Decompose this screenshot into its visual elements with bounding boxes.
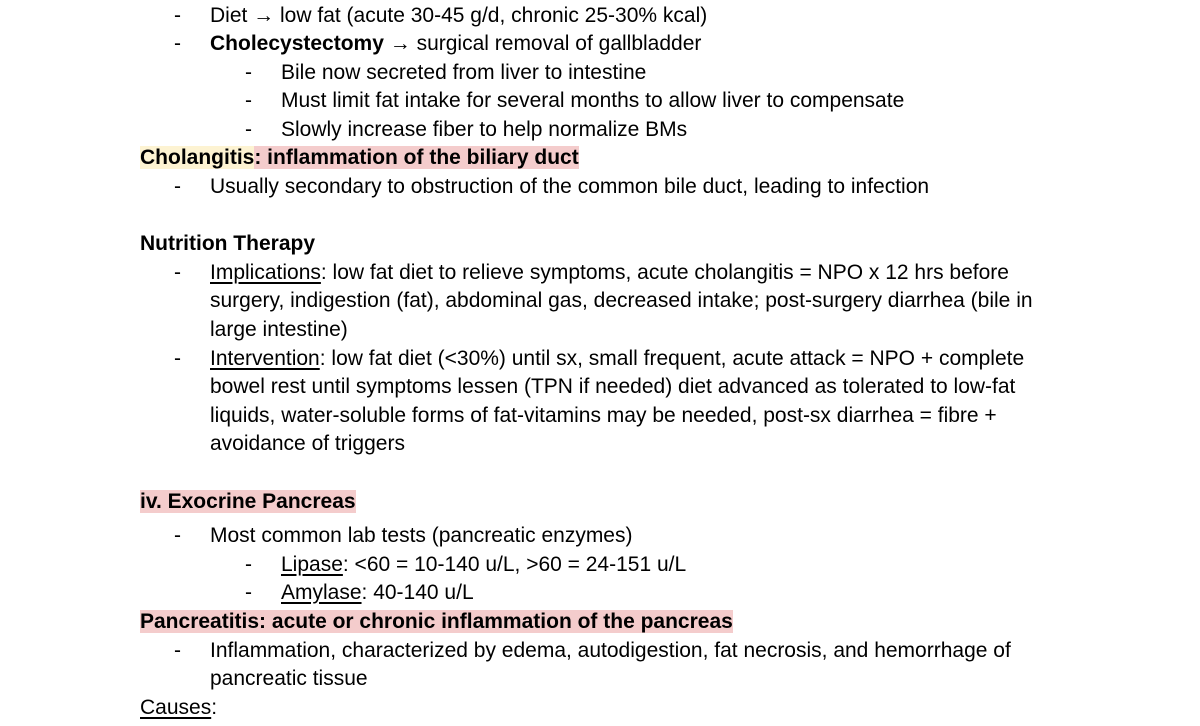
bullet-dash: - — [245, 581, 252, 604]
implications-line-3: large intestine) — [210, 318, 348, 341]
intervention-label: Intervention — [210, 347, 320, 370]
causes-label: Causes — [140, 696, 212, 719]
bullet-dash: - — [245, 61, 252, 84]
bullet-dash: - — [174, 639, 181, 662]
bullet-dash: - — [174, 32, 181, 55]
pancreatitis-heading-text: Pancreatitis: acute or chronic inflammation of the pancreas — [140, 610, 733, 633]
nutrition-therapy-heading: Nutrition Therapy — [140, 232, 316, 255]
pancreatitis-desc-line-1: Inflammation, characterized by edema, autodigestion, fat necrosis, and hemorrhage of — [210, 639, 1011, 662]
amylase-item — [281, 579, 474, 607]
intervention-line-1 — [210, 345, 1024, 373]
intervention-line-3: liquids, water-soluble forms of fat-vitamins may be needed, post-sx diarrhea = fibre + — [210, 404, 997, 427]
gallbladder-diet-text: Diet → low fat (acute 30-45 g/d, chronic 25-30% kcal) — [210, 4, 708, 27]
bullet-dash: - — [245, 118, 252, 141]
bullet-dash: - — [245, 553, 252, 576]
lipase-label: Lipase — [281, 553, 343, 576]
bullet-dash: - — [174, 347, 181, 370]
pancreatitis-desc-line-2: pancreatic tissue — [210, 667, 368, 690]
exocrine-heading-text: iv. Exocrine Pancreas — [140, 490, 356, 513]
intervention-line-4: avoidance of triggers — [210, 432, 405, 455]
cholangitis-word: Cholangitis — [140, 146, 255, 169]
lab-tests-text: Most common lab tests (pancreatic enzymes) — [210, 524, 633, 547]
lipase-value: : <60 = 10-140 u/L, >60 = 24-151 u/L — [342, 553, 687, 576]
cholangitis-note: Usually secondary to obstruction of the common bile duct, leading to infection — [210, 175, 930, 198]
list-item: Must limit fat intake for several months to allow liver to compensate — [281, 89, 905, 112]
bullet-dash: - — [245, 89, 252, 112]
cholecystectomy-rest: → surgical removal of gallbladder — [383, 32, 702, 55]
implications-line-1 — [210, 259, 1009, 287]
intervention-text: : low fat diet (<30%) until sx, small frequent, acute attack = NPO + complete — [319, 347, 1025, 370]
intervention-line-2: bowel rest until symptoms lessen (TPN if needed) diet advanced as tolerated to low-fat — [210, 375, 1016, 398]
cholecystectomy-item — [210, 30, 701, 58]
causes-colon: : — [211, 696, 218, 719]
bullet-dash: - — [174, 175, 181, 198]
bullet-dash: - — [174, 4, 181, 27]
pancreatitis-heading — [140, 608, 733, 636]
exocrine-pancreas-heading — [140, 488, 356, 516]
cholecystectomy-label: Cholecystectomy — [210, 32, 384, 55]
implications-label: Implications — [210, 261, 321, 284]
lipase-item — [281, 551, 686, 579]
amylase-label: Amylase — [281, 581, 362, 604]
cholangitis-heading — [140, 144, 579, 172]
implications-line-2: surgery, indigestion (fat), abdominal gas, decreased intake; post-surgery diarrhea (bile in — [210, 289, 1033, 312]
bullet-dash: - — [174, 524, 181, 547]
implications-text: : low fat diet to relieve symptoms, acute cholangitis = NPO x 12 hrs before — [320, 261, 1009, 284]
list-item: Slowly increase fiber to help normalize BMs — [281, 118, 688, 141]
cholangitis-definition: : inflammation of the biliary duct — [254, 146, 579, 169]
bullet-dash: - — [174, 261, 181, 284]
causes-heading — [140, 694, 217, 722]
amylase-value: : 40-140 u/L — [361, 581, 474, 604]
list-item: Bile now secreted from liver to intestine — [281, 61, 647, 84]
